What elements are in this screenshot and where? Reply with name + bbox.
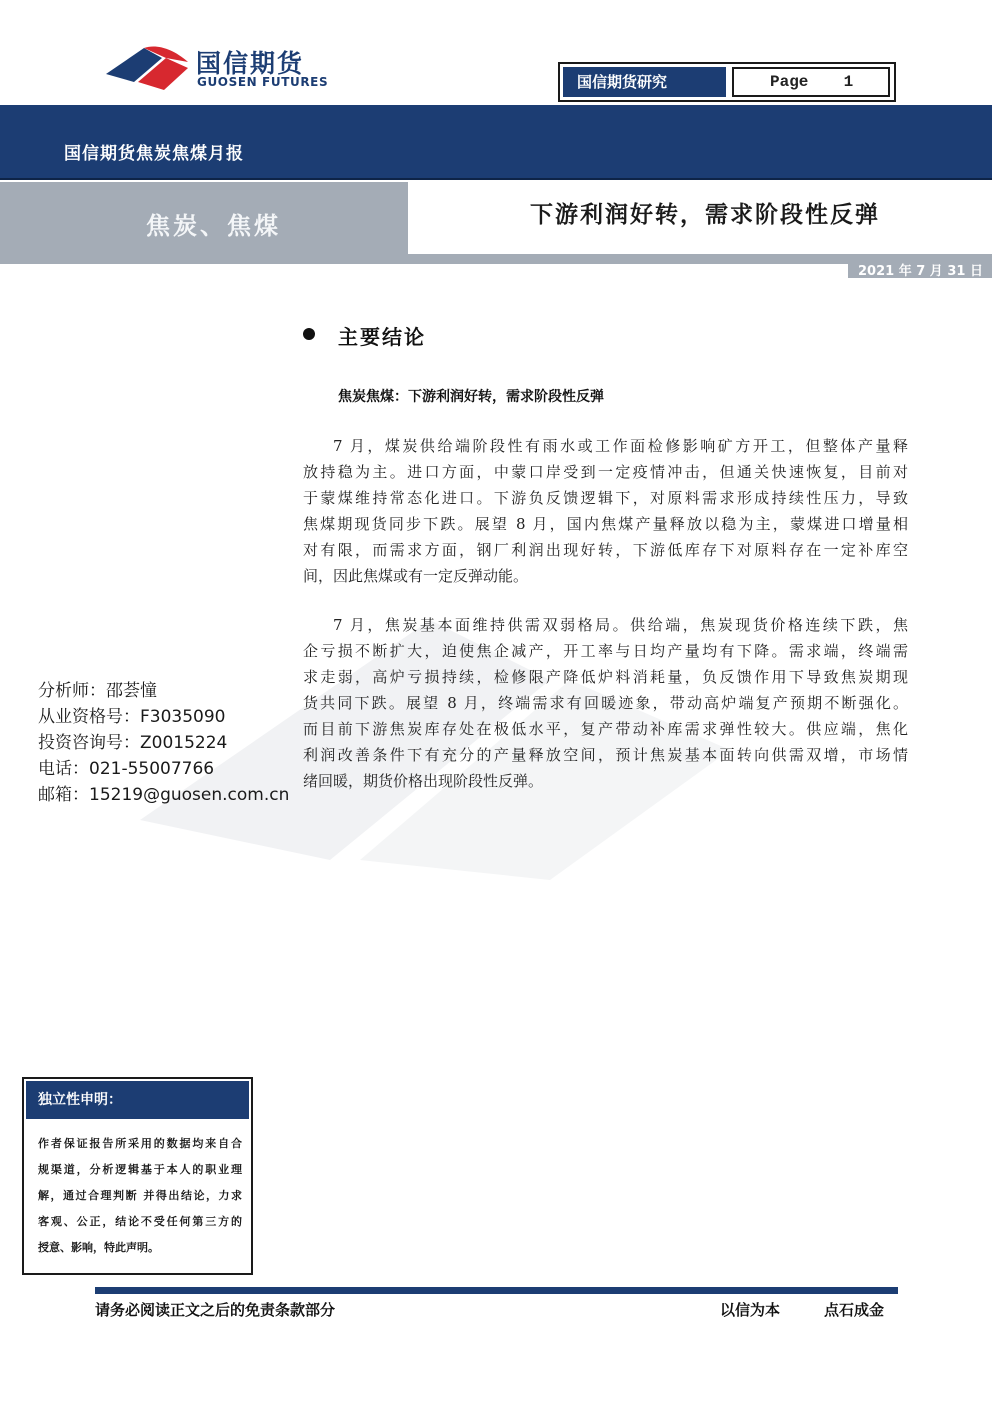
paragraph-line: 间，因此焦煤或有一定反弹动能。: [303, 567, 529, 585]
page-label: Page: [770, 73, 809, 91]
paragraph-line: 放持稳为主。进口方面，中蒙口岸受到一定疫情冲击，但通关快速恢复，目前对: [303, 463, 908, 481]
page-indicator: [732, 67, 890, 97]
footer-motto-2: 点石成金: [824, 1301, 885, 1319]
paragraph-line: 利润改善条件下有充分的产量释放空间，预计焦炭基本面转向供需双增，市场情: [303, 746, 908, 764]
report-date: 2021 年 7 月 31 日: [858, 264, 983, 279]
report-type: 国信期货焦炭焦煤月报: [64, 144, 244, 164]
paragraph-line: 对有限，而需求方面，钢厂利润出现好转，下游低库存下对原料存在一定补库空: [303, 541, 908, 559]
company-logo: [104, 42, 329, 94]
paragraph-line: 7 月，煤炭供给端阶段性有雨水或工作面检修影响矿方开工，但整体产量释: [333, 437, 908, 455]
logo-mark-icon: [104, 42, 190, 94]
department-label: 国信期货研究: [563, 67, 726, 97]
analyst-consult-number: 投资咨询号：Z0015224: [38, 733, 228, 753]
statement-line: 规渠道，分析逻辑基于本人的职业理: [38, 1163, 242, 1176]
statement-line: 客观、公正，结论不受任何第三方的: [38, 1215, 242, 1228]
statement-line: 解，通过合理判断 并得出结论，力求: [38, 1189, 242, 1202]
date-band: [0, 254, 992, 264]
statement-title: 独立性申明：: [26, 1081, 249, 1119]
footer-disclaimer-notice: 请务必阅读正文之后的免责条款部分: [95, 1301, 336, 1319]
paragraph-line: 焦煤期现货同步下跌。展望 8 月，国内焦煤产量释放以稳为主，蒙煤进口增量相: [303, 515, 908, 533]
statement-body: [38, 1131, 242, 1261]
paragraph-line: 求走弱，高炉亏损持续，检修限产降低炉料消耗量，负反馈作用下导致焦炭期现: [303, 668, 908, 686]
analyst-info: [38, 678, 289, 808]
report-banner: [0, 105, 992, 180]
section-subtitle: 焦炭焦煤：下游利润好转，需求阶段性反弹: [338, 389, 604, 405]
analyst-name: 分析师：邵荟憧: [38, 681, 157, 701]
analyst-email: 邮箱：15219@guosen.com.cn: [38, 785, 290, 805]
page-number: 1: [843, 73, 854, 91]
page-header-box: [558, 62, 896, 102]
footer-divider: [95, 1287, 898, 1294]
statement-line: 作者保证报告所采用的数据均来自合: [38, 1137, 242, 1150]
headline: 下游利润好转，需求阶段性反弹: [530, 201, 880, 228]
paragraph-line: 企亏损不断扩大，迫使焦企减产，开工率与日均产量均有下降。需求端，终端需: [303, 642, 908, 660]
logo-text-en: GUOSEN FUTURES: [197, 75, 329, 89]
footer-motto-1: 以信为本: [720, 1301, 781, 1319]
category-band: [0, 182, 408, 254]
paragraph-coke: [303, 612, 908, 794]
section-bullet-icon: [303, 328, 315, 340]
paragraph-line: 于蒙煤维持常态化进口。下游负反馈逻辑下，对原料需求形成持续性压力，导致: [303, 489, 908, 507]
logo-text-cn: 国信期货: [196, 49, 305, 78]
analyst-qualification: 从业资格号：F3035090: [38, 707, 226, 727]
section-title: 主要结论: [338, 325, 426, 349]
analyst-phone: 电话：021-55007766: [38, 759, 215, 779]
statement-line: 授意、影响，特此声明。: [38, 1241, 159, 1254]
paragraph-line: 而目前下游焦炭库存处在极低水平，复产带动补库需求弹性较大。供应端，焦化: [303, 720, 908, 738]
independence-statement-box: [22, 1077, 253, 1275]
paragraph-line: 绪回暖，期货价格出现阶段性反弹。: [303, 772, 544, 790]
paragraph-line: 货共同下跌。展望 8 月，终端需求有回暖迹象，带动高炉端复产预期不断强化。: [303, 694, 908, 712]
category-title: 焦炭、焦煤: [146, 211, 281, 240]
paragraph-coking-coal: [303, 433, 908, 589]
paragraph-line: 7 月，焦炭基本面维持供需双弱格局。供给端，焦炭现货价格连续下跌，焦: [333, 616, 908, 634]
